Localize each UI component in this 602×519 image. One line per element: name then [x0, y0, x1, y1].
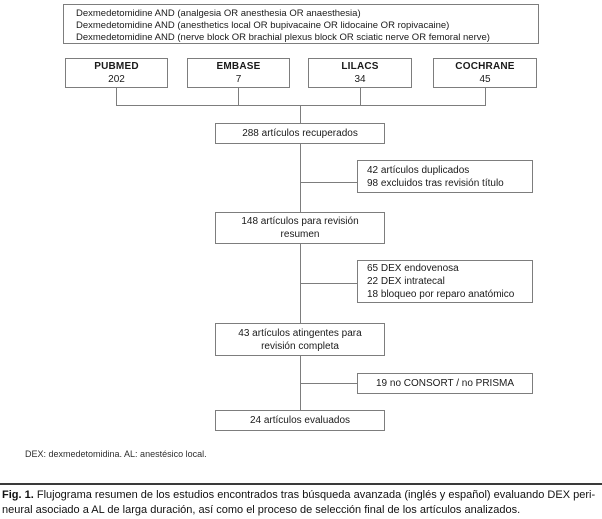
database-box-cochrane	[433, 58, 537, 88]
flow-box-text: resumen	[280, 229, 320, 240]
database-box-pubmed	[65, 58, 168, 88]
caption-divider	[0, 483, 602, 485]
database-name: PUBMED	[94, 61, 139, 72]
database-name: EMBASE	[216, 61, 261, 72]
search-strategy-line: Dexmedetomidine AND (analgesia OR anesthesia OR anaesthesia)	[76, 8, 361, 19]
connector-collector-drop	[300, 105, 301, 123]
search-strategy-box	[63, 4, 539, 44]
flow-box-text: 43 artículos atingentes para	[238, 327, 362, 339]
flow-box-text: 148 artículos para revisión	[241, 216, 359, 227]
abbreviation-footnote: DEX: dexmedetomidina. AL: anestésico local.	[25, 449, 207, 459]
connector-stub-cochrane	[485, 88, 486, 106]
flow-box-evaluated	[215, 410, 385, 431]
exclusion-line: 65 DEX endovenosa	[367, 263, 459, 274]
exclusion-box-after-abstract	[357, 260, 533, 303]
flow-box-text: 24 artículos evaluados	[249, 415, 351, 426]
connector-branch-2	[300, 283, 357, 284]
exclusion-line: 18 bloqueo por reparo anatómico	[367, 289, 515, 300]
flow-box-text: 288 artículos recuperados	[242, 128, 358, 139]
connector-stub-embase	[238, 88, 239, 106]
exclusion-box-after-title	[357, 160, 533, 193]
database-count: 202	[108, 74, 125, 85]
flow-box-retrieved	[215, 123, 385, 144]
connector-collector-line	[116, 105, 486, 106]
figure-caption-line2: neural asociado a AL de larga duración, así como el proceso de selección final de los artículos analizados.	[2, 504, 521, 516]
database-count: 34	[354, 74, 366, 85]
figure-caption-line1: Flujograma resumen de los estudios encontrados tras búsqueda avanzada (inglés y español) evaluando DEX peri-	[36, 489, 596, 501]
figure-caption	[2, 488, 602, 518]
connector-branch-3	[300, 383, 357, 384]
search-strategy-line: Dexmedetomidine AND (anesthetics local OR bupivacaine OR lidocaine OR ropivacaine)	[76, 20, 450, 31]
database-count: 7	[235, 74, 242, 85]
flow-box-abstract-review	[215, 212, 385, 244]
connector-branch-1	[300, 182, 357, 183]
exclusion-box-after-full	[357, 373, 533, 394]
flow-box-full-review	[215, 323, 385, 356]
figure-caption-label: Fig. 1.	[2, 489, 34, 501]
exclusion-line: 19 no CONSORT / no PRISMA	[375, 378, 515, 389]
database-name: LILACS	[341, 61, 379, 72]
search-strategy-line: Dexmedetomidine AND (nerve block OR brachial plexus block OR sciatic nerve OR femoral nerve)	[76, 32, 490, 43]
exclusion-line: 98 excluidos tras revisión título	[367, 177, 504, 189]
connector-stub-pubmed	[116, 88, 117, 106]
database-box-embase	[187, 58, 290, 88]
exclusion-line: 42 artículos duplicados	[367, 164, 470, 176]
exclusion-line: 22 DEX intratecal	[367, 276, 445, 287]
connector-trunk-1	[300, 144, 301, 212]
database-count: 45	[479, 74, 491, 85]
flow-box-text: revisión completa	[261, 340, 339, 352]
connector-stub-lilacs	[360, 88, 361, 106]
database-box-lilacs	[308, 58, 412, 88]
database-name: COCHRANE	[455, 61, 515, 72]
